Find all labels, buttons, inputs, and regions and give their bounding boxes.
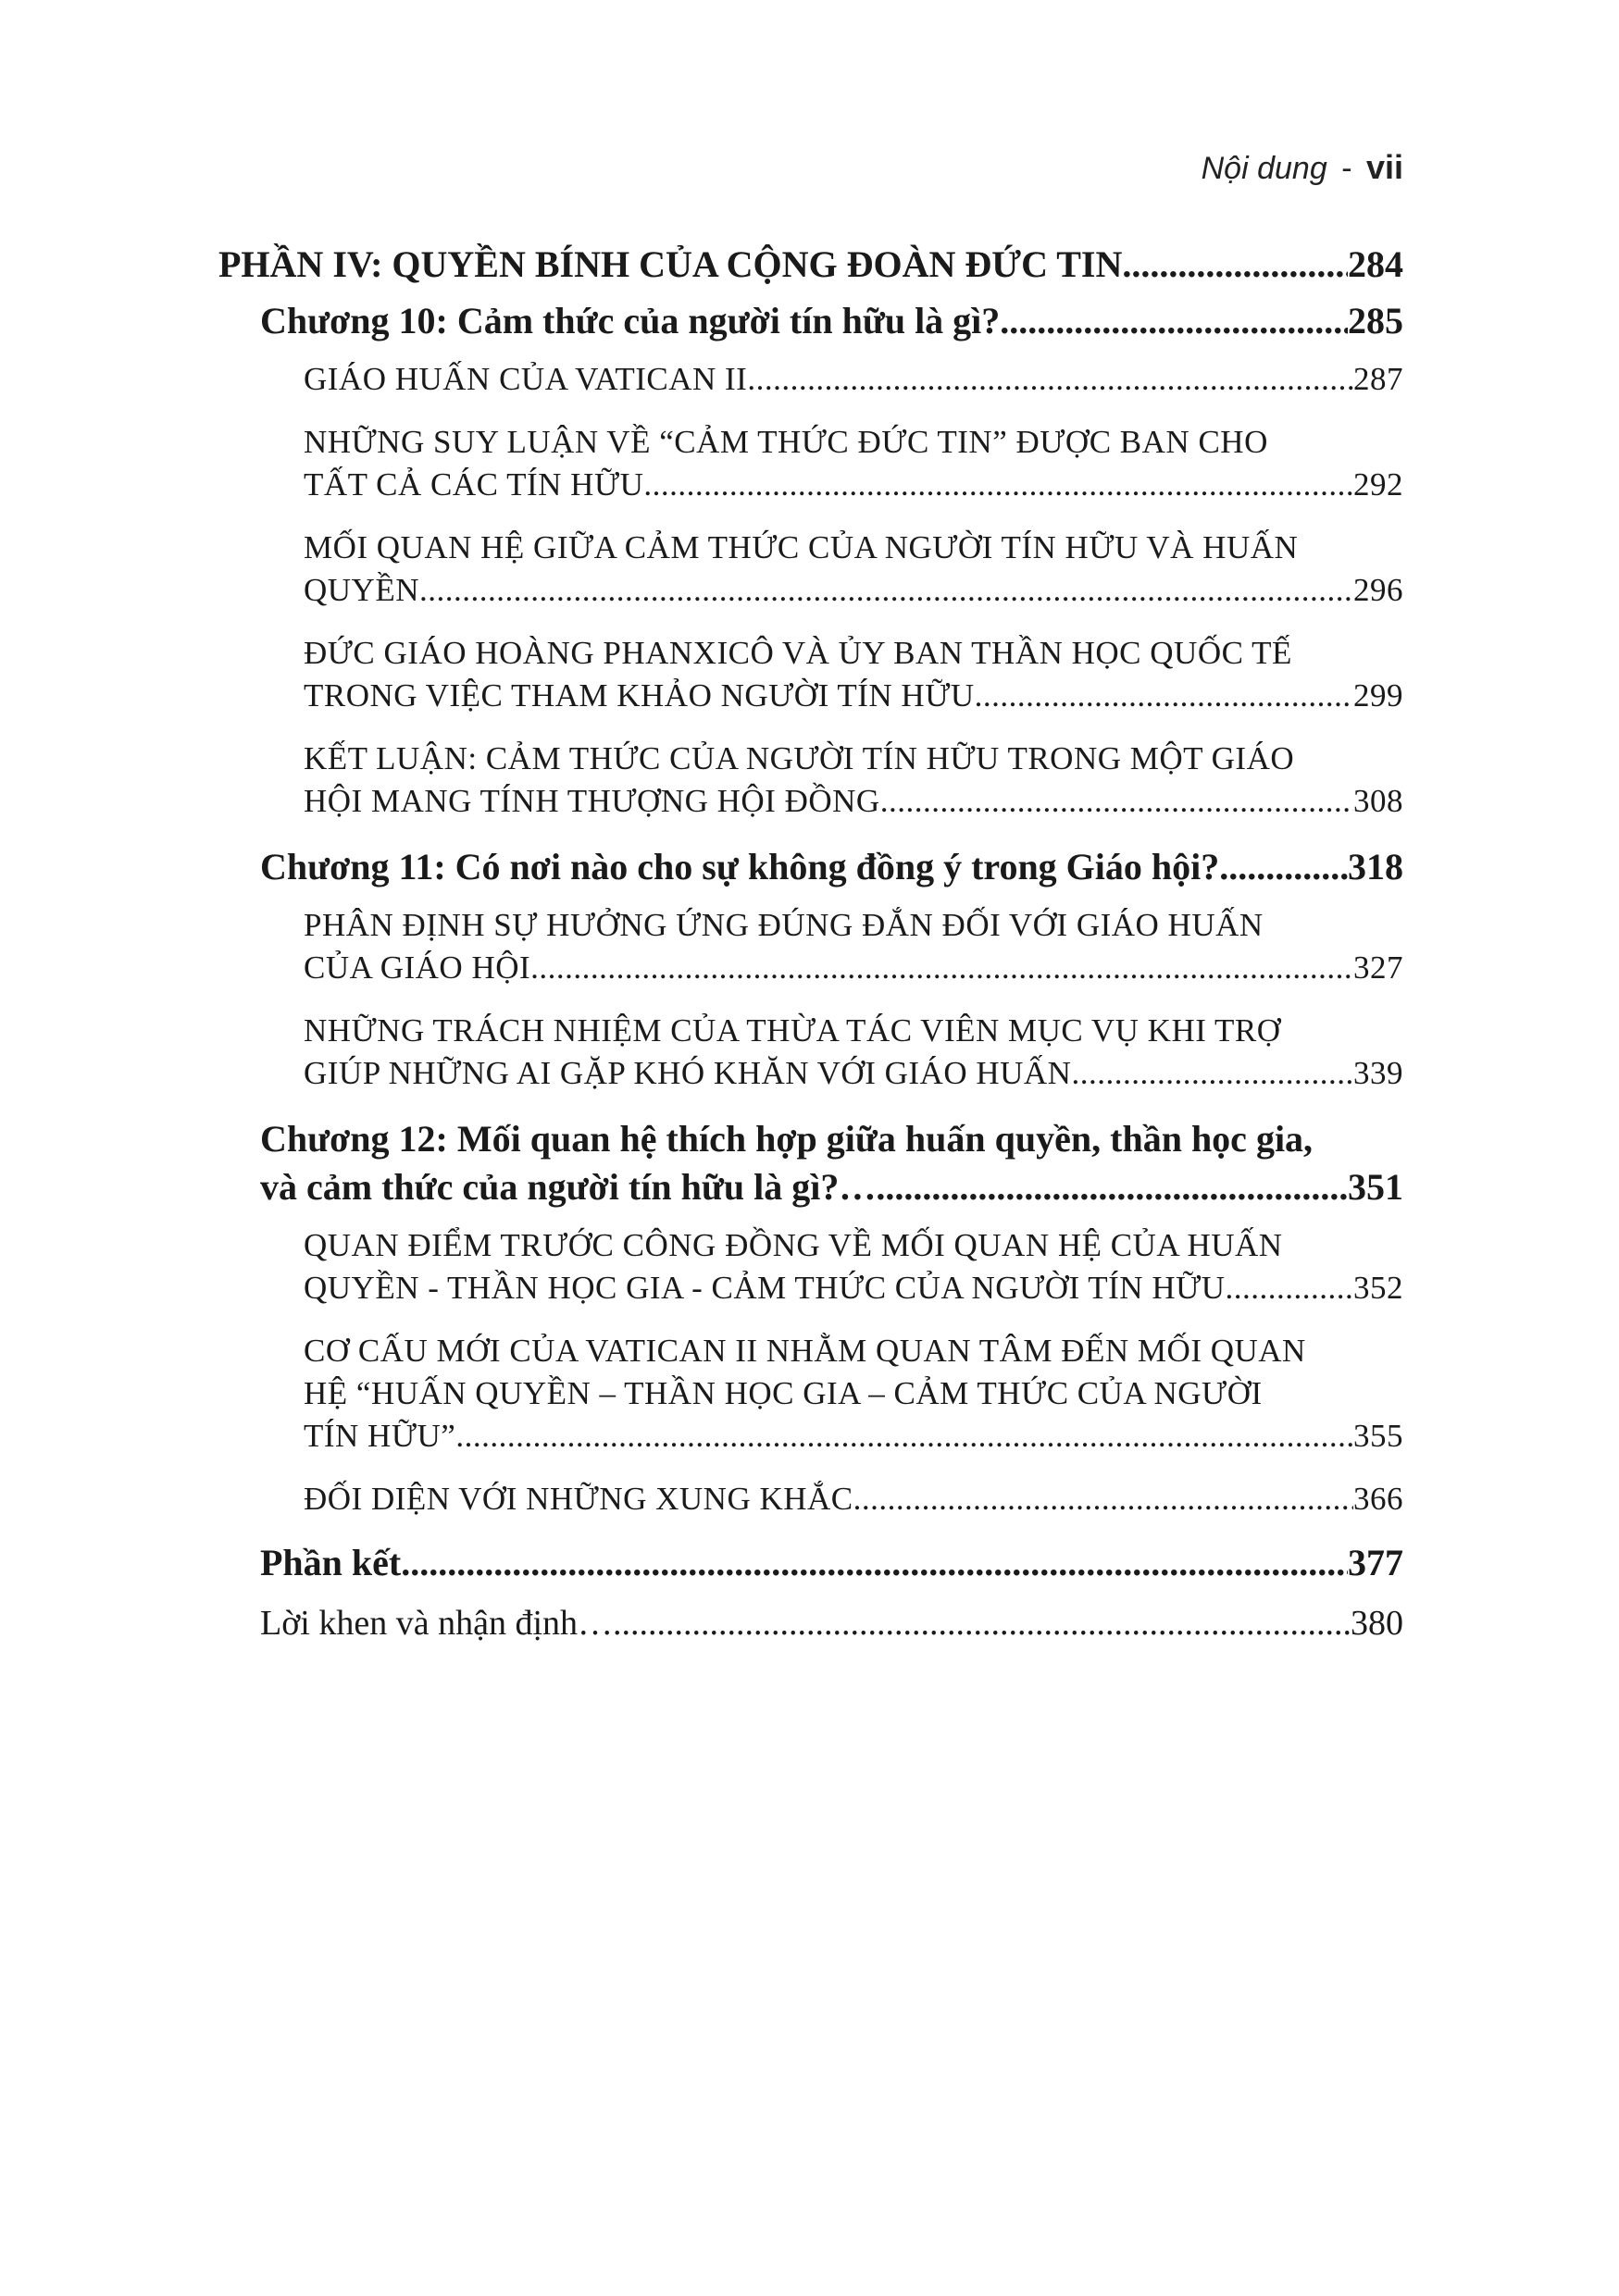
section-title-line1: MỐI QUAN HỆ GIỮA CẢM THỨC CỦA NGƯỜI TÍN HỮU VÀ HUẤN xyxy=(304,529,1299,565)
acknowledgements-title: Lời khen và nhận định… xyxy=(260,1604,614,1643)
section-title-line1: PHÂN ĐỊNH SỰ HƯỞNG ỨNG ĐÚNG ĐẮN ĐỐI VỚI GIÁO HUẤN xyxy=(304,907,1264,943)
dot-leader xyxy=(613,1603,1351,1644)
section-title-line2: HỆ “HUẤN QUYỀN – THẦN HỌC GIA – CẢM THỨC CỦA NGƯỜI xyxy=(304,1375,1263,1411)
running-header xyxy=(1202,148,1403,187)
section-title-line1: NHỮNG TRÁCH NHIỆM CỦA THỪA TÁC VIÊN MỤC VỤ KHI TRỢ xyxy=(304,1012,1281,1049)
section-title-line1: QUAN ĐIỂM TRƯỚC CÔNG ĐỒNG VỀ MỐI QUAN HỆ CỦA HUẤN xyxy=(304,1227,1283,1263)
chapter-title-line2: và cảm thức của người tín hữu là gì?… xyxy=(260,1166,877,1208)
section-title-line1: NHỮNG SUY LUẬN VỀ “CẢM THỨC ĐỨC TIN” ĐƯỢC BAN CHO xyxy=(304,424,1268,460)
toc-section[interactable] xyxy=(304,421,1403,506)
chapter-page: 318 xyxy=(1348,846,1403,887)
acknowledgements-page: 380 xyxy=(1351,1604,1403,1643)
section-title: GIÁO HUẤN CỦA VATICAN II xyxy=(304,361,748,397)
section-title-line1: CƠ CẤU MỚI CỦA VATICAN II NHẰM QUAN TÂM ĐẾN MỐI QUAN xyxy=(304,1333,1306,1369)
chapter-title-line1: Chương 12: Mối quan hệ thích hợp giữa huấn quyền, thần học gia, xyxy=(260,1118,1314,1160)
toc-section[interactable] xyxy=(304,632,1403,717)
dot-leader xyxy=(401,1541,1348,1584)
section-page: 366 xyxy=(1353,1481,1403,1517)
section-title-line1: KẾT LUẬN: CẢM THỨC CỦA NGƯỜI TÍN HỮU TRONG MỘT GIÁO xyxy=(304,740,1295,776)
section-title-line2: GIÚP NHỮNG AI GẶP KHÓ KHĂN VỚI GIÁO HUẤN xyxy=(304,1055,1072,1091)
header-separator: - xyxy=(1341,151,1352,186)
section-page: 339 xyxy=(1353,1055,1403,1091)
toc-chapter-12[interactable] xyxy=(260,1115,1403,1211)
section-title-line3: TÍN HỮU” xyxy=(304,1418,456,1454)
toc-section[interactable] xyxy=(304,1010,1403,1095)
header-page-number: vii xyxy=(1365,148,1403,186)
toc-section[interactable] xyxy=(304,1330,1403,1458)
closing-page: 377 xyxy=(1348,1542,1403,1583)
section-page: 287 xyxy=(1353,361,1403,397)
section-title: ĐỐI DIỆN VỚI NHỮNG XUNG KHẮC xyxy=(304,1481,853,1517)
toc-section[interactable] xyxy=(304,527,1403,612)
section-title-line2: CỦA GIÁO HỘI xyxy=(304,949,531,986)
dot-leader xyxy=(1071,1052,1353,1095)
dot-leader xyxy=(975,675,1353,717)
chapter-title: Chương 10: Cảm thức của người tín hữu là gì? xyxy=(260,300,1001,341)
toc-chapter-10[interactable] xyxy=(260,297,1403,345)
dot-leader xyxy=(455,1415,1353,1458)
toc-part-iv[interactable] xyxy=(218,242,1403,286)
part-page: 284 xyxy=(1348,243,1403,285)
section-title-line1: ĐỨC GIÁO HOÀNG PHANXICÔ VÀ ỦY BAN THẦN HỌC QUỐC TẾ xyxy=(304,635,1292,671)
dot-leader xyxy=(876,1163,1348,1211)
dot-leader xyxy=(530,947,1353,989)
toc-chapter-11[interactable] xyxy=(260,843,1403,891)
dot-leader xyxy=(1219,843,1348,891)
section-title-line2: HỘI MANG TÍNH THƯỢNG HỘI ĐỒNG xyxy=(304,783,880,819)
dot-leader xyxy=(1226,1267,1353,1309)
dot-leader xyxy=(747,358,1353,401)
dot-leader xyxy=(643,464,1353,506)
dot-leader xyxy=(1122,242,1348,286)
dot-leader xyxy=(1000,297,1348,345)
toc-closing[interactable] xyxy=(260,1541,1403,1584)
section-title-line2: QUYỀN - THẦN HỌC GIA - CẢM THỨC CỦA NGƯỜI TÍN HỮU xyxy=(304,1270,1226,1306)
section-title-line2: QUYỀN xyxy=(304,572,419,608)
section-page: 352 xyxy=(1353,1270,1403,1306)
dot-leader xyxy=(880,780,1353,823)
toc-section[interactable] xyxy=(304,358,1403,401)
closing-title: Phần kết xyxy=(260,1542,402,1583)
toc-acknowledgements[interactable] xyxy=(260,1603,1403,1644)
section-title-line2: TẤT CẢ CÁC TÍN HỮU xyxy=(304,466,644,503)
chapter-title: Chương 11: Có nơi nào cho sự không đồng ý trong Giáo hội? xyxy=(260,846,1220,887)
toc-section[interactable] xyxy=(304,738,1403,823)
toc-section[interactable] xyxy=(304,1224,1403,1309)
chapter-page: 351 xyxy=(1348,1166,1403,1208)
header-label: Nội dung xyxy=(1201,151,1327,186)
chapter-page: 285 xyxy=(1348,300,1403,341)
toc-section[interactable] xyxy=(304,1478,1403,1520)
section-page: 296 xyxy=(1353,572,1403,608)
dot-leader xyxy=(853,1478,1353,1520)
section-page: 327 xyxy=(1353,949,1403,986)
section-title-line2: TRONG VIỆC THAM KHẢO NGƯỜI TÍN HỮU xyxy=(304,677,975,714)
toc-section[interactable] xyxy=(304,904,1403,989)
section-page: 308 xyxy=(1353,783,1403,819)
section-page: 355 xyxy=(1353,1418,1403,1454)
section-page: 299 xyxy=(1353,677,1403,714)
part-title: PHẦN IV: QUYỀN BÍNH CỦA CỘNG ĐOÀN ĐỨC TIN xyxy=(218,243,1123,285)
section-page: 292 xyxy=(1353,466,1403,503)
table-of-contents xyxy=(218,242,1403,1644)
dot-leader xyxy=(419,569,1353,612)
